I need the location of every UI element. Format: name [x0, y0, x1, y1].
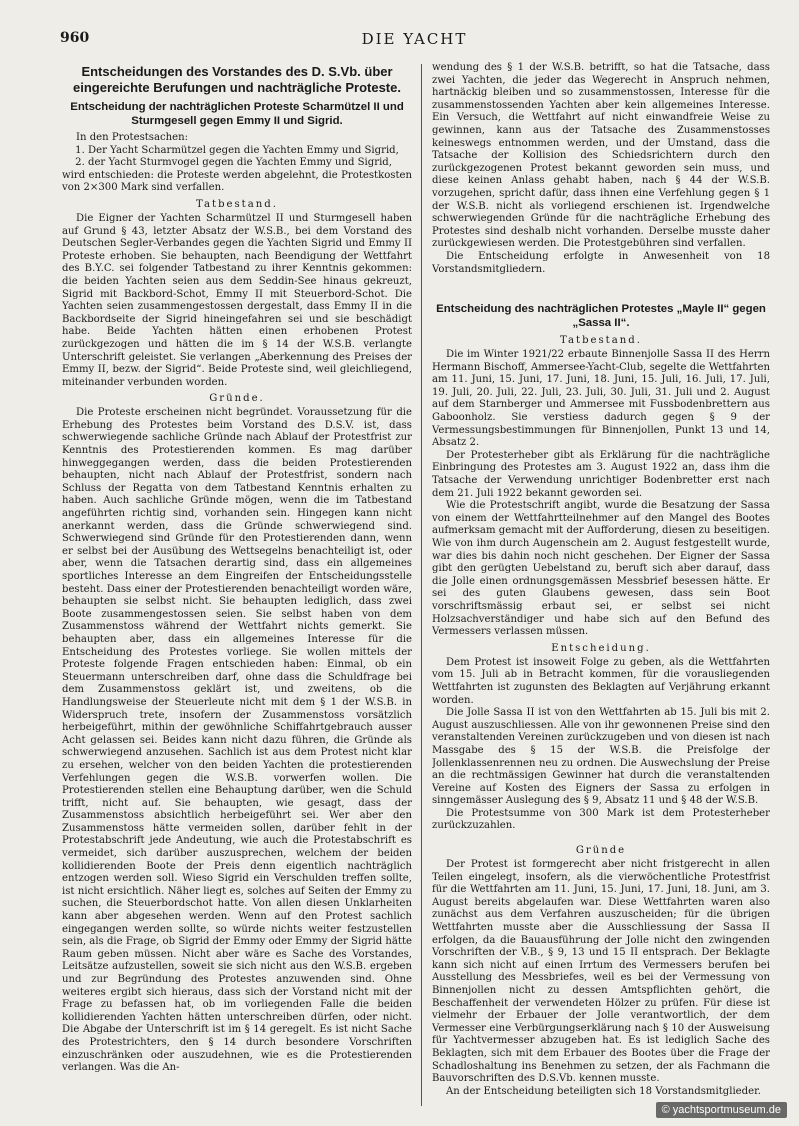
entscheidung-paragraph: Die Jolle Sassa II ist von den Wettfahrten ab 15. Juli bis mit 2. August auszuschliessen. Alle von ihr gewonnenen Preise sind den veranstaltenden Vereinen zurückzugeben und von diesen ist nach Massgabe des § 15 der W.S.B. die Preisfolge der Jollenklassenrennen neu zu ordnen. Die Auswechslung der Preise an die rechtmässigen Gewinner hat durch die veranstaltenden Vereine auf Kosten des Eigners der Sassa zu erfolgen in sinngemässer Auslegung des § 9, Absatz 11 und § 48 der W.S.B.: [432, 707, 770, 807]
right-column: [432, 62, 770, 1110]
left-column: [62, 62, 412, 1110]
page-number: 960: [60, 30, 90, 46]
entscheidung-heading: Entscheidung.: [551, 642, 651, 654]
entscheidung-paragraph: Dem Protest ist insoweit Folge zu geben, als die Wettfahrten vom 15. Juli ab in Betracht kommen, für die vorausliegenden Wettfahrten ist zugunsten des Beklagten auf Verjährung erkannt worden.: [432, 656, 770, 706]
attendance-note: Die Entscheidung erfolgte in Anwesenheit von 18 Vorstandsmitgliedern.: [432, 250, 770, 275]
tatbestand-paragraph: Die im Winter 1921/22 erbaute Binnenjolle Sassa II des Herrn Hermann Bischoff, Ammersee-Yacht-Club, segelte die Wettfahrten am 11. Juni, 15. Juni, 17. Juni, 18. Juni, 15. Juli, 16. Juli, 17. Juli, 19. Juli, 20. Juli, 22. Juli, 23. Juli, 30. Juli, 31. Juli und 2. August auf dem Starnberger und Ammersee mit Fussbodenbrettern aus Gaboonholz. Sie verstiess dadurch gegen § 9 der Vermessungsbestimmungen für Binnenjollen, Punkt 13 und 14, Absatz 2.: [432, 349, 770, 449]
protest-item: 1. Der Yacht Scharmützel gegen die Yachten Emmy und Sigrid,: [88, 145, 412, 158]
page-header: [60, 30, 769, 54]
journal-title: DIE YACHT: [361, 30, 468, 48]
tatbestand-paragraph: Die Eigner der Yachten Scharmützel II und Sturmgesell haben auf Grund § 43, letzter Absatz der W.S.B., bei dem Vorstand des Deutschen Segler-Verbandes gegen die Yachten Sigrid und Emmy II Proteste erhoben. Sie behaupten, nach Beendigung der Wettfahrt des B.Y.C. sei folgender Tatbestand zu ihrer Kenntnis gekommen: die beiden Yachten seien aus dem Seddin-See hinaus gekreuzt, Sigrid mit Backbord-Schot, Emmy II mit Steuerbord-Schot. Die Yachten seien zusammengestossen dergestalt, dass Emmy II in die Backbordseite der Sigrid hineingefahren sei und sie beschädigt habe. Beide Yachten hätten einen erhobenen Protest zurückgezogen und hätten die im § 14 der W.S.B. verlangte Unterschrift geleistet. Sie verlangen „Aberkennung des Preises der Emmy II, bezw. der Sigrid“. Beide Proteste sind, weil gleichliegend, miteinander verbunden worden.: [62, 212, 412, 388]
column-divider: [421, 64, 422, 1106]
tatbestand-paragraph: Der Protesterheber gibt als Erklärung für die nachträgliche Einbringung des Protestes am 3. August 1922 an, dass ihm die Tatsache der Verwendung unrichtiger Bodenbretter erst nach dem 21. Juli 1922 bekannt geworden sei.: [432, 449, 770, 499]
gruende-heading: Gründe.: [209, 393, 265, 405]
tatbestand-paragraph: Wie die Protestschrift angibt, wurde die Besatzung der Sassa von einem der Wettfahrtteilnehmer auf den Mangel des Bootes aufmerksam gemacht mit der Aufforderung, diesen zu beseitigen. Wie von ihm durch Augenschein am 2. August festgestellt wurde, war dies bis dahin noch nicht geschehen. Der Eigner der Sassa gibt den gerügten Uebelstand zu, beruft sich aber darauf, dass die Jolle einen ordnungsgemässen Messbrief besessen hätte. Er sei des guten Glaubens gewesen, dass sein Boot vorschriftsmässig erbaut sei, er selbst sei nicht Holzsachverständiger und habe sich auf den Befund des Vermessers verlassen müssen.: [432, 500, 770, 638]
decision-text: wird entschieden: die Proteste werden abgelehnt, die Protestkosten von 2×300 Mark sind verfallen.: [62, 169, 412, 194]
decision-1-title: Entscheidung der nachträglichen Proteste Scharmützel II und Sturmgesell gegen Emmy II und Sigrid.: [70, 101, 404, 127]
tatbestand-heading: Tatbestand.: [560, 335, 642, 347]
continuation-paragraph: wendung des § 1 der W.S.B. betrifft, so hat die Tatsache, dass zwei Yachten, die jeder das Wegerecht in Anspruch nehmen, hartnäckig bleiben und so zusammenstossen, Interesse für die zusammenstossenden Yachten aber kein allgemeines Interesse. Ein Versuch, die Wettfahrt auf nicht einwandfreie Weise zu gewinnen, kann aus der Tatsache des Zusammenstosses keineswegs entnommen werden, und der Umstand, dass die Tatsache der Kollision des Schiedsrichtern durch den zurückgezogenen Protest bekannt geworden sein muss, und diese keinen Anlass gehabt haben, nach § 44 der W.S.B. vorzugehen, spricht dafür, dass ihnen eine Verfehlung gegen § 1 der W.S.B. nicht als vorliegend erschienen ist. Irgendwelche schwerwiegenden Gründe für die nachträgliche Erhebung des Protestes sind deshalb nicht vorhanden. Derselbe musste daher zurückgewiesen werden. Die Protestgebühren sind verfallen.: [432, 62, 770, 250]
gruende-heading: Gründe: [575, 845, 627, 857]
main-title: Entscheidungen des Vorstandes des D. S.Vb. über eingereichte Berufungen und nachträgliche Proteste.: [73, 64, 401, 95]
decision-2-title: Entscheidung des nachträglichen Protestes „Mayle II“ gegen „Sassa II“.: [436, 303, 766, 330]
protest-item: 2. der Yacht Sturmvogel gegen die Yachten Emmy und Sigrid,: [88, 157, 412, 170]
tatbestand-heading: Tatbestand.: [196, 198, 278, 210]
gruende-paragraph: Die Proteste erscheinen nicht begründet. Voraussetzung für die Erhebung des Protestes beim Vorstand des D.S.V. ist, dass schwerwiegende sachliche Gründe nach Ablauf der Protestfrist zur Kenntnis des Protestierenden kommen. Es mag darüber hinweggegangen werden, dass die beiden Protestierenden behaupten, nicht nach Ablauf der Protestfrist, sondern nach Schluss der Regatta von dem Tatbestand Kenntnis erhalten zu haben. Auch sachliche Gründe mögen, wenn die im Tatbestand angeführten richtig sind, vorhanden sein. Hingegen kann nicht anerkannt werden, dass die Gründe schwerwiegend sind. Schwerwiegend sind Gründe für den Protestierenden dann, wenn er selbst bei der Ausübung des Wettsegelns benachteiligt ist, oder aber, wenn die Tatsachen derartig sind, dass ein allgemeines sportliches Interesse an dem Eingreifen der Entscheidungsstelle besteht. Dass einer der Protestierenden benachteiligt worden wäre, behaupten sie selbst nicht. Sie behaupten lediglich, dass zwei Boote zusammengestossen seien. Sie selbst haben von dem Zusammenstoss während der Wettfahrt nichts gemerkt. Sie behaupten aber, dass ein allgemeines Interesse für die Entscheidung des Protestes vorliege. Sie wollen mittels der Proteste folgende Fragen entschieden haben: Einmal, ob ein Steuermann unterschreiben darf, ohne dass die Schuldfrage bei dem Zusammenstoss geklärt ist, und zweitens, ob die Handlungsweise der Steuerleute nicht mit dem § 1 der W.S.B. in Widerspruch trete, insofern der Zusammenstoss vorsätzlich herbeigeführt, mithin der gewöhnliche Schiffahrtgebrauch ausser Acht gelassen sei. Beides kann nicht dazu führen, die Gründe als schwerwiegend anzusehen. Sachlich ist aus dem Protest nicht klar zu ersehen, welcher von den beiden Yachten die protestierenden Verfehlungen gegen die W.S.B. vorwerfen wollen. Die Protestierenden stellen eine Behauptung darüber, wen die Schuld trifft, nicht auf. Sie behaupten, wie gesagt, dass der Zusammenstoss absichtlich herbeigeführt sei. Wer aber den Zusammenstoss hätte vermeiden sollen, darüber fehlt in der Protestabschrift jede Andeutung, wie auch die Protestabschrift es vermeidet, sich darüber auszusprechen, welchem der beiden kollidierenden Boote der Preis denn eigentlich nachträglich entzogen werden soll. Wieso Sigrid ein Verschulden treffen sollte, ist nicht ersichtlich. Näher liegt es, solches auf Seiten der Emmy zu suchen, die Steuerbordschot hatte. Von allen diesen Unklarheiten kann aber abgesehen werden. Wenn auf den Protest sachlich eingegangen werden sollte, so würde nichts weiter festzustellen sein, als die Frage, ob Sigrid der Emmy oder Emmy der Sigrid hätte Raum geben müssen. Nicht aber wäre es Sache des Vorstandes, Leitsätze aufzustellen, soweit sie sich nicht aus den W.S.B. ergeben und zur Begründung des Protestes anzuwenden sind. Ohne weiteres ergibt sich hieraus, dass sich der Vorstand nicht mit der Frage zu befassen hat, ob im vorliegenden Falle die beiden kollidierenden Yachten hätten unterschreiben dürfen, oder nicht. Die Abgabe der Unterschrift ist im § 14 geregelt. Es ist nicht Sache des Protestrichters, den § 14 durch besondere Vorschriften einzuschränken oder auszudehnen, wie es die Protestierenden verlangen. Was die An-: [62, 407, 412, 1074]
watermark: © yachtsportmuseum.de: [656, 1102, 787, 1118]
protest-list: [62, 145, 412, 170]
entscheidung-paragraph: Die Protestsumme von 300 Mark ist dem Protesterheber zurückzuzahlen.: [432, 807, 770, 832]
gruende-paragraph: Der Protest ist formgerecht aber nicht fristgerecht in allen Teilen eingelegt, insofern, als die vierwöchentliche Protestfrist für die Wettfahrten am 11. Juni, 15. Juni, 17. Juni, 18. Juni, am 3. August bereits abgelaufen war. Diese Wettfahrten waren also zunächst aus dem Verfahren auszuscheiden; für die übrigen Wettfahrten musste aber die Ausschliessung der Sassa II erfolgen, da die Bauausführung der Jolle nicht den zwingenden Vorschriften der V.B., § 9, 13 und 15 II entsprach. Der Beklagte kann sich nicht auf einen Irrtum des Vermessers berufen bei Ausstellung des Messbriefes, weil es bei der Vermessung von Binnenjollen nicht zu dessen Amtspflichten gehört, die Beschaffenheit der verwendeten Hölzer zu prüfen. Für diese ist vielmehr der Erbauer der Jolle verantwortlich, der dem Vermesser eine Verbürgungserklärung nach § 10 der Ausweisung für Yachtvermesser abzugeben hat. Es ist lediglich Sache des Beklagten, sich mit dem Erbauer des Bootes über die Frage der Schadloshaltung ins Benehmen zu setzen, der als Fachmann die Bauvorschriften des D.S.Vb. kennen musste.: [432, 859, 770, 1085]
attendance-note: An der Entscheidung beteiligten sich 18 Vorstandsmitglieder.: [446, 1085, 761, 1097]
intro-line: In den Protestsachen:: [76, 132, 189, 143]
